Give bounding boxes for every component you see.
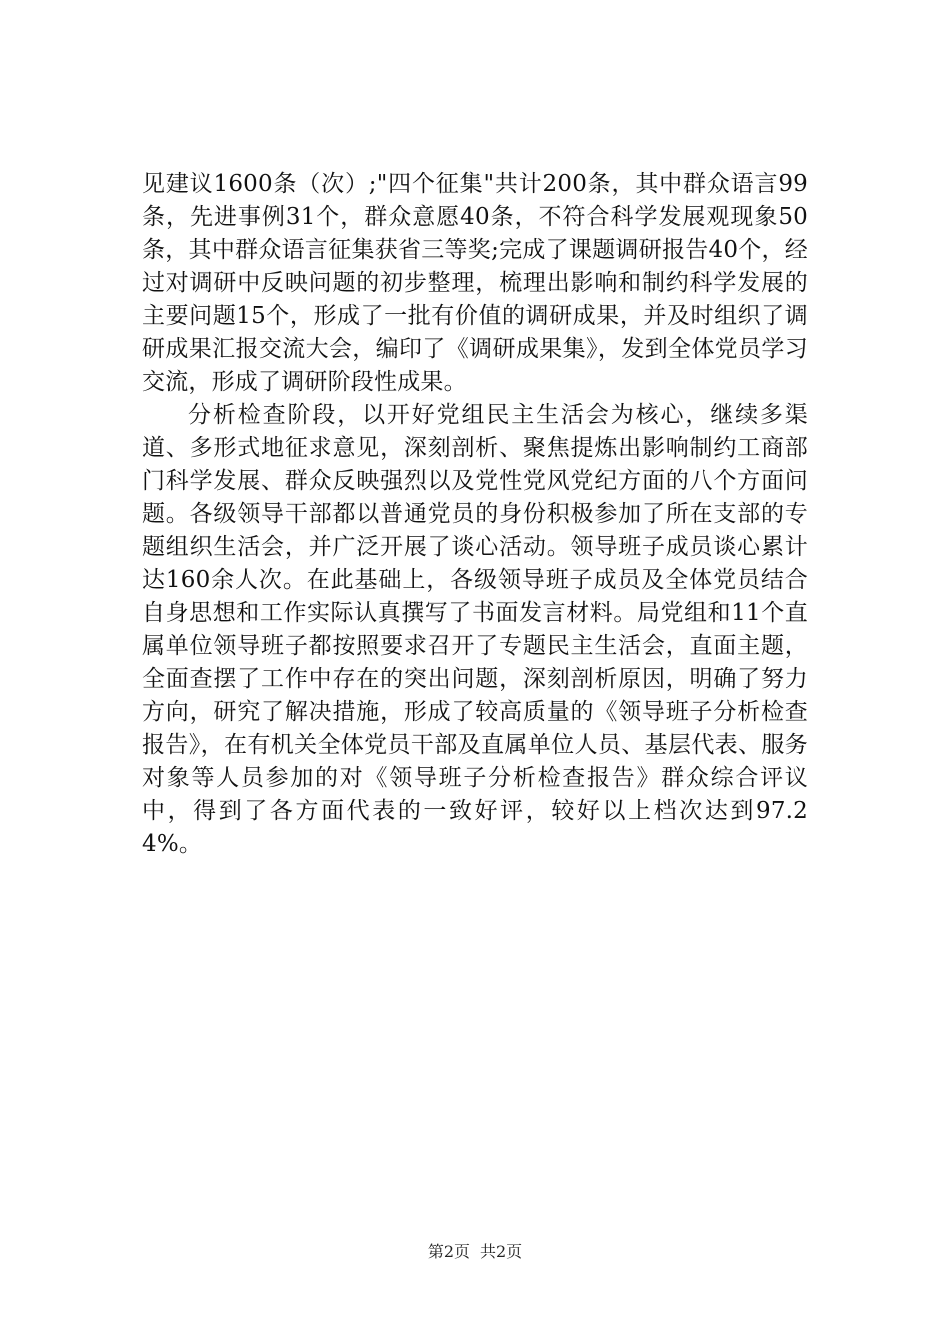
document-body	[142, 168, 808, 861]
page-footer	[0, 1242, 950, 1262]
paragraph-continuation: 见建议1600条（次）;"四个征集"共计200条，其中群众语言99条，先进事例31个，群众意愿40条，不符合科学发展观现象50条，其中群众语言征集获省三等奖;完成了课题调研报告40个，经过对调研中反映问题的初步整理，梳理出影响和制约科学发展的主要问题15个，形成了一批有价值的调研成果，并及时组织了调研成果汇报交流大会，编印了《调研成果集》，发到全体党员学习交流，形成了调研阶段性成果。	[142, 171, 808, 395]
page-number-current: 第2页	[427, 1242, 470, 1261]
page-number-total: 共2页	[480, 1242, 523, 1261]
paragraph-analysis-stage: 分析检查阶段，以开好党组民主生活会为核心，继续多渠道、多形式地征求意见，深刻剖析、聚焦提炼出影响制约工商部门科学发展、群众反映强烈以及党性党风党纪方面的八个方面问题。各级领导干部都以普通党员的身份积极参加了所在支部的专题组织生活会，并广泛开展了谈心活动。领导班子成员谈心累计达160余人次。在此基础上，各级领导班子成员及全体党员结合自身思想和工作实际认真撰写了书面发言材料。局党组和11个直属单位领导班子都按照要求召开了专题民主生活会，直面主题，全面查摆了工作中存在的突出问题，深刻剖析原因，明确了努力方向，研究了解决措施，形成了较高质量的《领导班子分析检查报告》，在有机关全体党员干部及直属单位人员、基层代表、服务对象等人员参加的对《领导班子分析检查报告》群众综合评议中，得到了各方面代表的一致好评，较好以上档次达到97.24%。	[142, 402, 808, 857]
